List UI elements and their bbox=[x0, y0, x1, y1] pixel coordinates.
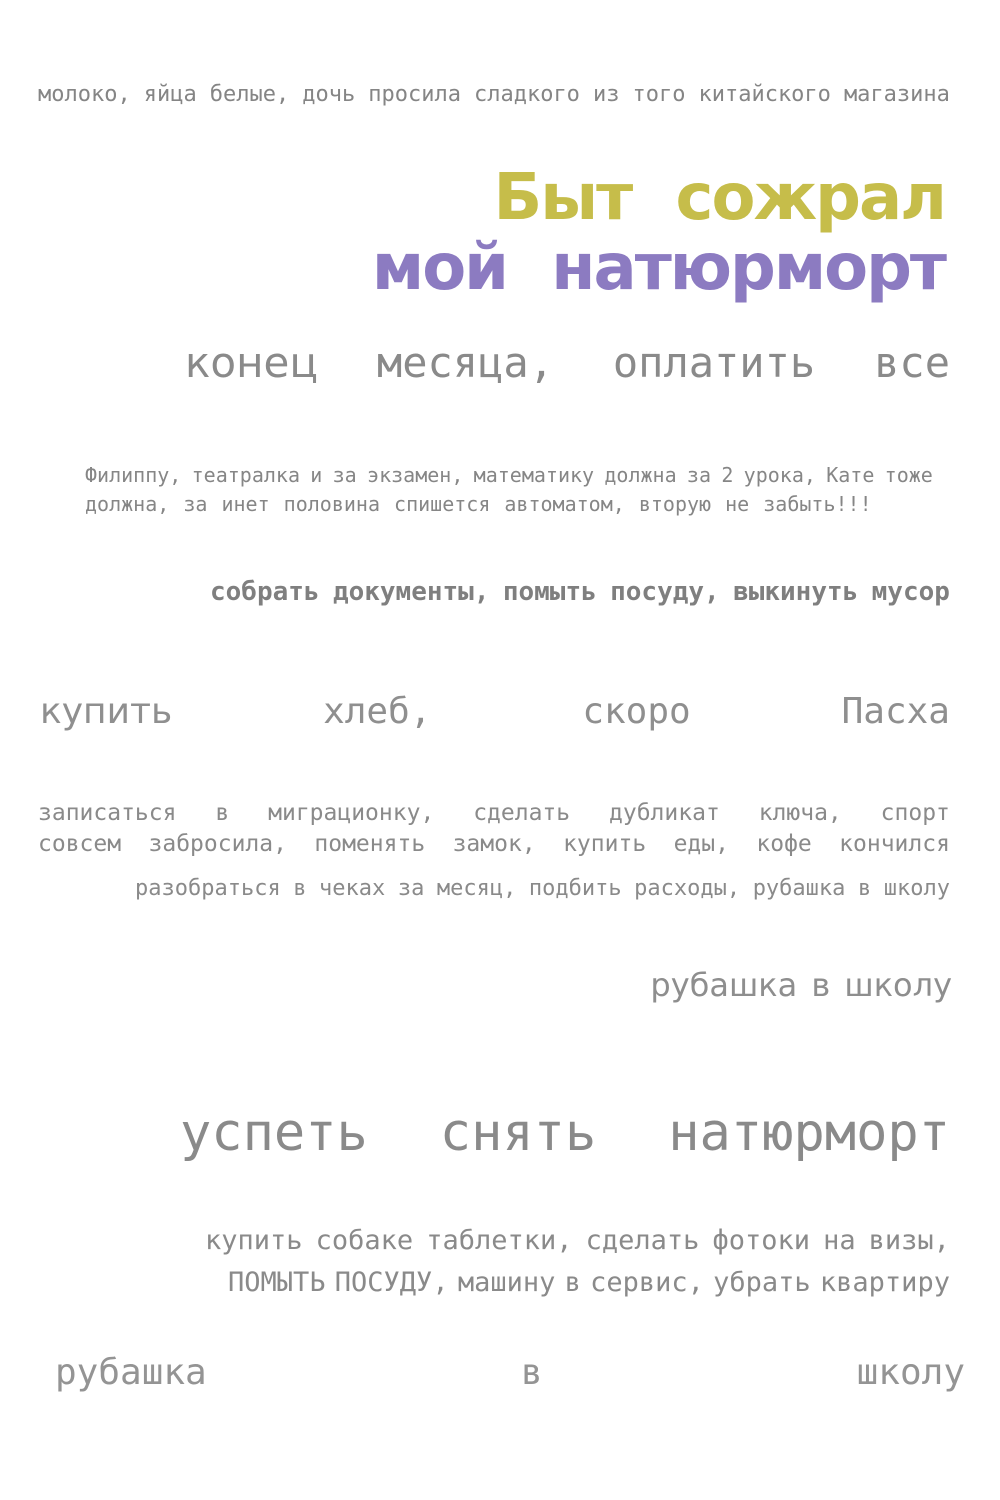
word: 2 bbox=[721, 463, 734, 487]
word: ПОМЫТЬ bbox=[228, 1267, 326, 1298]
word: документы, bbox=[332, 577, 490, 607]
word: все bbox=[874, 338, 950, 387]
word: машину bbox=[457, 1267, 556, 1298]
note-errands bbox=[38, 798, 950, 860]
word: школу bbox=[856, 1352, 965, 1393]
note-photoshoot-still-life bbox=[180, 1103, 950, 1163]
word: снять bbox=[439, 1103, 597, 1163]
word: помыть bbox=[502, 577, 597, 607]
word: китайского bbox=[698, 82, 831, 107]
word: молоко, bbox=[38, 82, 131, 107]
word: рубашка bbox=[55, 1352, 207, 1393]
word: сервис, bbox=[590, 1267, 704, 1298]
note-shirt-school-bottom bbox=[55, 1352, 965, 1393]
final-chores-line-2 bbox=[228, 1262, 950, 1304]
word: должна bbox=[604, 463, 677, 487]
note-bread-easter bbox=[40, 691, 950, 732]
word: в bbox=[520, 1352, 543, 1393]
payments-line-2: должна, за инет половина спишется автоматом, вторую не забыть!!! bbox=[85, 492, 872, 516]
word: математику bbox=[473, 463, 595, 487]
word: на bbox=[823, 1225, 856, 1256]
errands-line-1 bbox=[38, 798, 950, 829]
word: совсем bbox=[38, 831, 122, 857]
word: ключа, bbox=[758, 800, 842, 826]
word: оплатить bbox=[612, 338, 816, 387]
word: собрать bbox=[210, 577, 320, 607]
poster-title bbox=[0, 163, 945, 303]
word: дочь bbox=[302, 82, 356, 107]
word: убрать bbox=[713, 1267, 811, 1298]
word: чеках bbox=[319, 876, 386, 901]
word: квартиру bbox=[819, 1267, 950, 1298]
word: выкинуть bbox=[733, 577, 859, 607]
word: в bbox=[857, 876, 872, 901]
word: Кате bbox=[826, 463, 875, 487]
word: фотоки bbox=[712, 1225, 810, 1256]
note-documents-dishes-trash bbox=[210, 577, 950, 607]
word: тоже bbox=[884, 463, 933, 487]
word: собаке bbox=[315, 1225, 414, 1256]
word: рубашка bbox=[752, 876, 846, 901]
word: визы, bbox=[868, 1225, 950, 1256]
word: мусор bbox=[871, 577, 950, 607]
note-shirt-school-right: рубашка в школу bbox=[650, 966, 952, 1004]
word: таблетки, bbox=[426, 1225, 573, 1256]
word: из bbox=[592, 82, 620, 107]
word: миграционку, bbox=[268, 800, 435, 826]
word: кофе bbox=[756, 831, 812, 857]
word: дубликат bbox=[609, 800, 720, 826]
word: урока, bbox=[743, 463, 816, 487]
final-chores-line-1 bbox=[205, 1220, 950, 1262]
word: замок, bbox=[452, 831, 536, 857]
word: магазина bbox=[843, 82, 950, 107]
word: театралка bbox=[191, 463, 300, 487]
word: поменять bbox=[314, 831, 426, 857]
word: яйца bbox=[143, 82, 197, 107]
title-line-2: мой натюрморт bbox=[371, 231, 945, 305]
note-receipts-expenses bbox=[135, 876, 950, 901]
word: скоро bbox=[582, 691, 691, 732]
word: школу bbox=[883, 876, 950, 901]
note-final-chores bbox=[0, 1220, 950, 1304]
word: записаться bbox=[38, 800, 177, 826]
word: разобраться bbox=[135, 876, 281, 901]
word: за bbox=[397, 876, 425, 901]
word: хлеб, bbox=[323, 691, 432, 732]
word: за bbox=[686, 463, 712, 487]
word: Пасха bbox=[841, 691, 950, 732]
word: купить bbox=[40, 691, 173, 732]
word: спорт bbox=[880, 800, 950, 826]
word: просила bbox=[368, 82, 461, 107]
word: за bbox=[332, 463, 357, 487]
word: купить bbox=[205, 1225, 303, 1256]
payments-line-1 bbox=[85, 461, 933, 490]
word: белые, bbox=[209, 82, 290, 107]
word: еды, bbox=[673, 831, 729, 857]
note-payments bbox=[85, 461, 933, 519]
word: сделать bbox=[473, 800, 571, 826]
word: месяц, bbox=[436, 876, 517, 901]
word: забросила, bbox=[148, 831, 287, 857]
note-groceries bbox=[38, 82, 950, 107]
word: кончился bbox=[839, 831, 950, 857]
errands-line-2 bbox=[38, 829, 950, 860]
word: в bbox=[564, 1267, 581, 1298]
word: сделать bbox=[585, 1225, 700, 1256]
word: натюрморт bbox=[668, 1103, 950, 1163]
word: конец bbox=[185, 338, 318, 387]
word: подбить bbox=[528, 876, 622, 901]
word: купить bbox=[563, 831, 647, 857]
word: ПОСУДУ, bbox=[334, 1267, 449, 1298]
word: того bbox=[632, 82, 686, 107]
word: посуду, bbox=[610, 577, 720, 607]
word: расходы, bbox=[634, 876, 741, 901]
word: месяца, bbox=[376, 338, 554, 387]
word: успеть bbox=[180, 1103, 368, 1163]
word: в bbox=[215, 800, 230, 826]
note-end-of-month bbox=[185, 338, 950, 387]
word: сладкого bbox=[473, 82, 580, 107]
word: экзамен, bbox=[367, 463, 464, 487]
word: и bbox=[310, 463, 323, 487]
word: Филиппу, bbox=[85, 463, 182, 487]
word: в bbox=[293, 876, 307, 901]
title-line-1: Быт сожрал bbox=[493, 161, 945, 235]
